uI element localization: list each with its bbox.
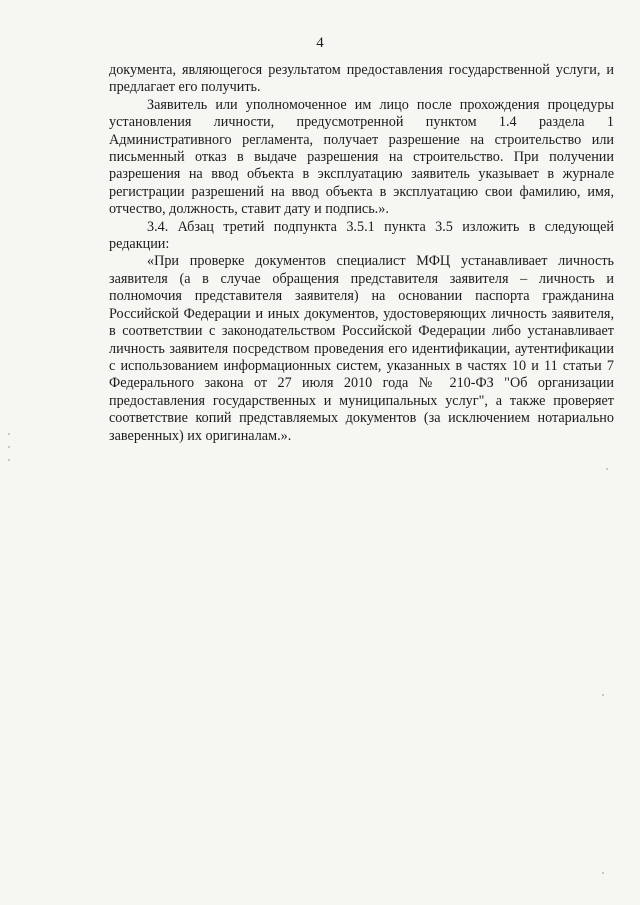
scan-speck bbox=[602, 694, 604, 696]
scan-speck bbox=[8, 446, 10, 448]
scan-speck bbox=[8, 459, 10, 461]
paragraph-applicant-identification: Заявитель или уполномоченное им лицо после прохождения процедуры установления личности, предусмотренной пунктом 1.4 раздела 1 Административного регламента, получает разрешение на строительство или письменный отказ в выдаче разрешения на строительство. При получении разрешения на ввод объекта в эксплуатацию заявитель указывает в журнале регистрации разрешений на ввод объекта в эксплуатацию свои фамилию, имя, отчество, должность, ставит дату и подпись.». bbox=[109, 96, 614, 218]
scan-speck bbox=[8, 433, 10, 435]
paragraph-quoted-amendment: «При проверке документов специалист МФЦ устанавливает личность заявителя (а в случае обращения представителя заявителя – личность и полномочия представителя заявителя) на основании паспорта гражданина Российской Федерации и иных документов, удостоверяющих личность заявителя, в соответствии с законодательством Российской Федерации либо устанавливает личность заявителя посредством проведения его идентификации, аутентификации с использованием информационных систем, указанных в частях 10 и 11 статьи 7 Федерального закона от 27 июля 2010 года № 210-ФЗ "Об организации предоставления государственных и муниципальных услуг", а также проверяет соответствие копий представляемых документов (за исключением нотариально заверенных) их оригиналам.». bbox=[109, 253, 614, 444]
scan-speck bbox=[602, 872, 604, 874]
paragraph-amendment-3-4: 3.4. Абзац третий подпункта 3.5.1 пункта 3.5 изложить в следующей редакции: bbox=[109, 218, 614, 253]
scan-speck bbox=[606, 468, 608, 470]
page-number: 4 bbox=[316, 35, 324, 51]
document-body bbox=[109, 62, 614, 445]
paragraph-continuation: документа, являющегося результатом предоставления государственной услуги, и предлагает его получить. bbox=[109, 62, 614, 96]
